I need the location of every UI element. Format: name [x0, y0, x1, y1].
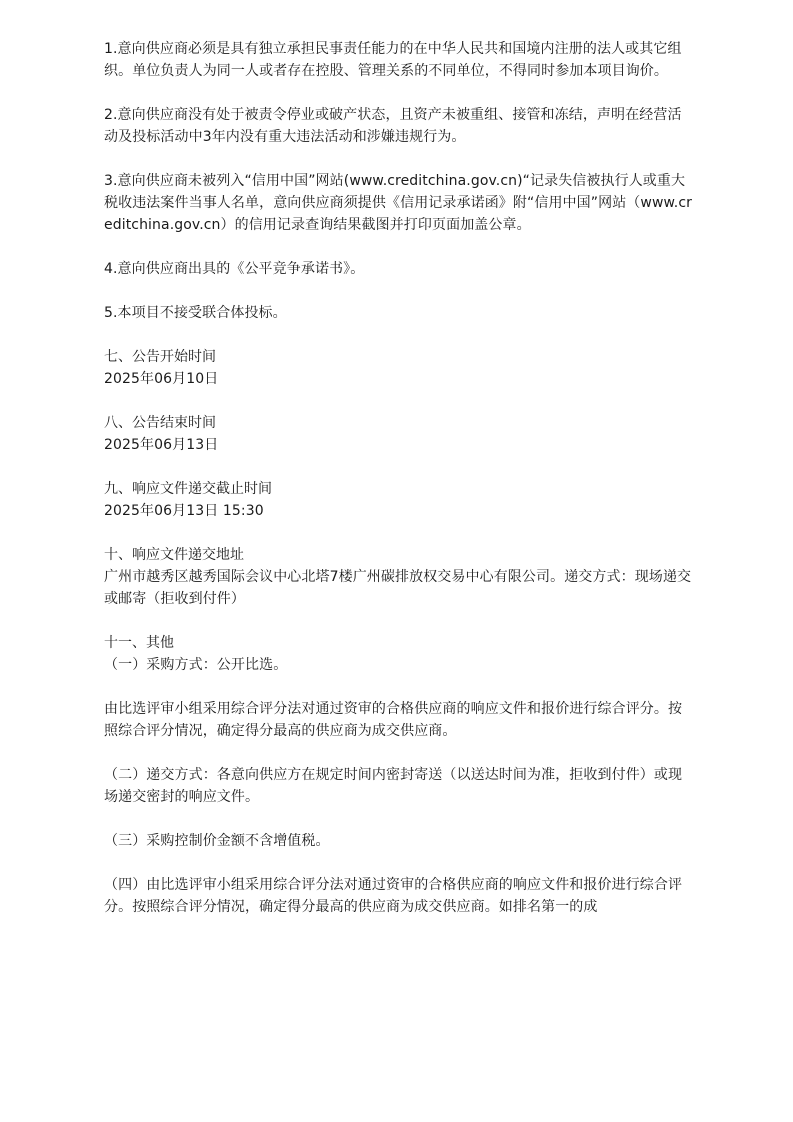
deadline-value: 2025年06月13日 15:30: [104, 503, 264, 519]
other-item-4: （四）由比选评审小组采用综合评分法对通过资审的合格供应商的响应文件和报价进行综合评分。按照综合评分情况，确定得分最高的供应商为成交供应商。如排名第一的成: [104, 877, 683, 915]
requirement-5: 5.本项目不接受联合体投标。: [104, 305, 287, 321]
other-item-3: （三）采购控制价金额不含增值税。: [104, 833, 330, 849]
section-heading-address: 十、响应文件递交地址: [104, 547, 244, 563]
requirement-4: 4.意向供应商出具的《公平竞争承诺书》。: [104, 261, 365, 277]
section-heading-end-time: 八、公告结束时间: [104, 415, 216, 431]
address-value: 广州市越秀区越秀国际会议中心北塔7楼广州碳排放权交易中心有限公司。递交方式：现场递交或邮寄（拒收到付件）: [104, 569, 692, 607]
requirement-2: 2.意向供应商没有处于被责令停业或破产状态，且资产未被重组、接管和冻结，声明在经营活动及投标活动中3年内没有重大违法活动和涉嫌违规行为。: [104, 107, 682, 145]
requirement-1: 1.意向供应商必须是具有独立承担民事责任能力的在中华人民共和国境内注册的法人或其它组织。单位负责人为同一人或者存在控股、管理关系的不同单位，不得同时参加本项目询价。: [104, 41, 682, 79]
other-item-1: （一）采购方式：公开比选。: [104, 657, 288, 673]
end-time-value: 2025年06月13日: [104, 437, 219, 453]
document-body: [104, 38, 694, 918]
section-heading-deadline: 九、响应文件递交截止时间: [104, 481, 272, 497]
start-time-value: 2025年06月10日: [104, 371, 219, 387]
requirement-3: 3.意向供应商未被列入“信用中国”网站(www.creditchina.gov.cn)“记录失信被执行人或重大税收违法案件当事人名单，意向供应商须提供《信用记录承诺函》附“信用中国”网站（www.creditchina.gov.cn）的信用记录查询结果截图并打印页面加盖公章。: [104, 173, 692, 233]
section-heading-start-time: 七、公告开始时间: [104, 349, 216, 365]
other-item-1-detail: 由比选评审小组采用综合评分法对通过资审的合格供应商的响应文件和报价进行综合评分。按照综合评分情况，确定得分最高的供应商为成交供应商。: [104, 701, 683, 739]
other-item-2: （二）递交方式：各意向供应方在规定时间内密封寄送（以送达时间为准，拒收到付件）或现场递交密封的响应文件。: [104, 767, 683, 805]
section-heading-other: 十一、其他: [104, 635, 174, 651]
